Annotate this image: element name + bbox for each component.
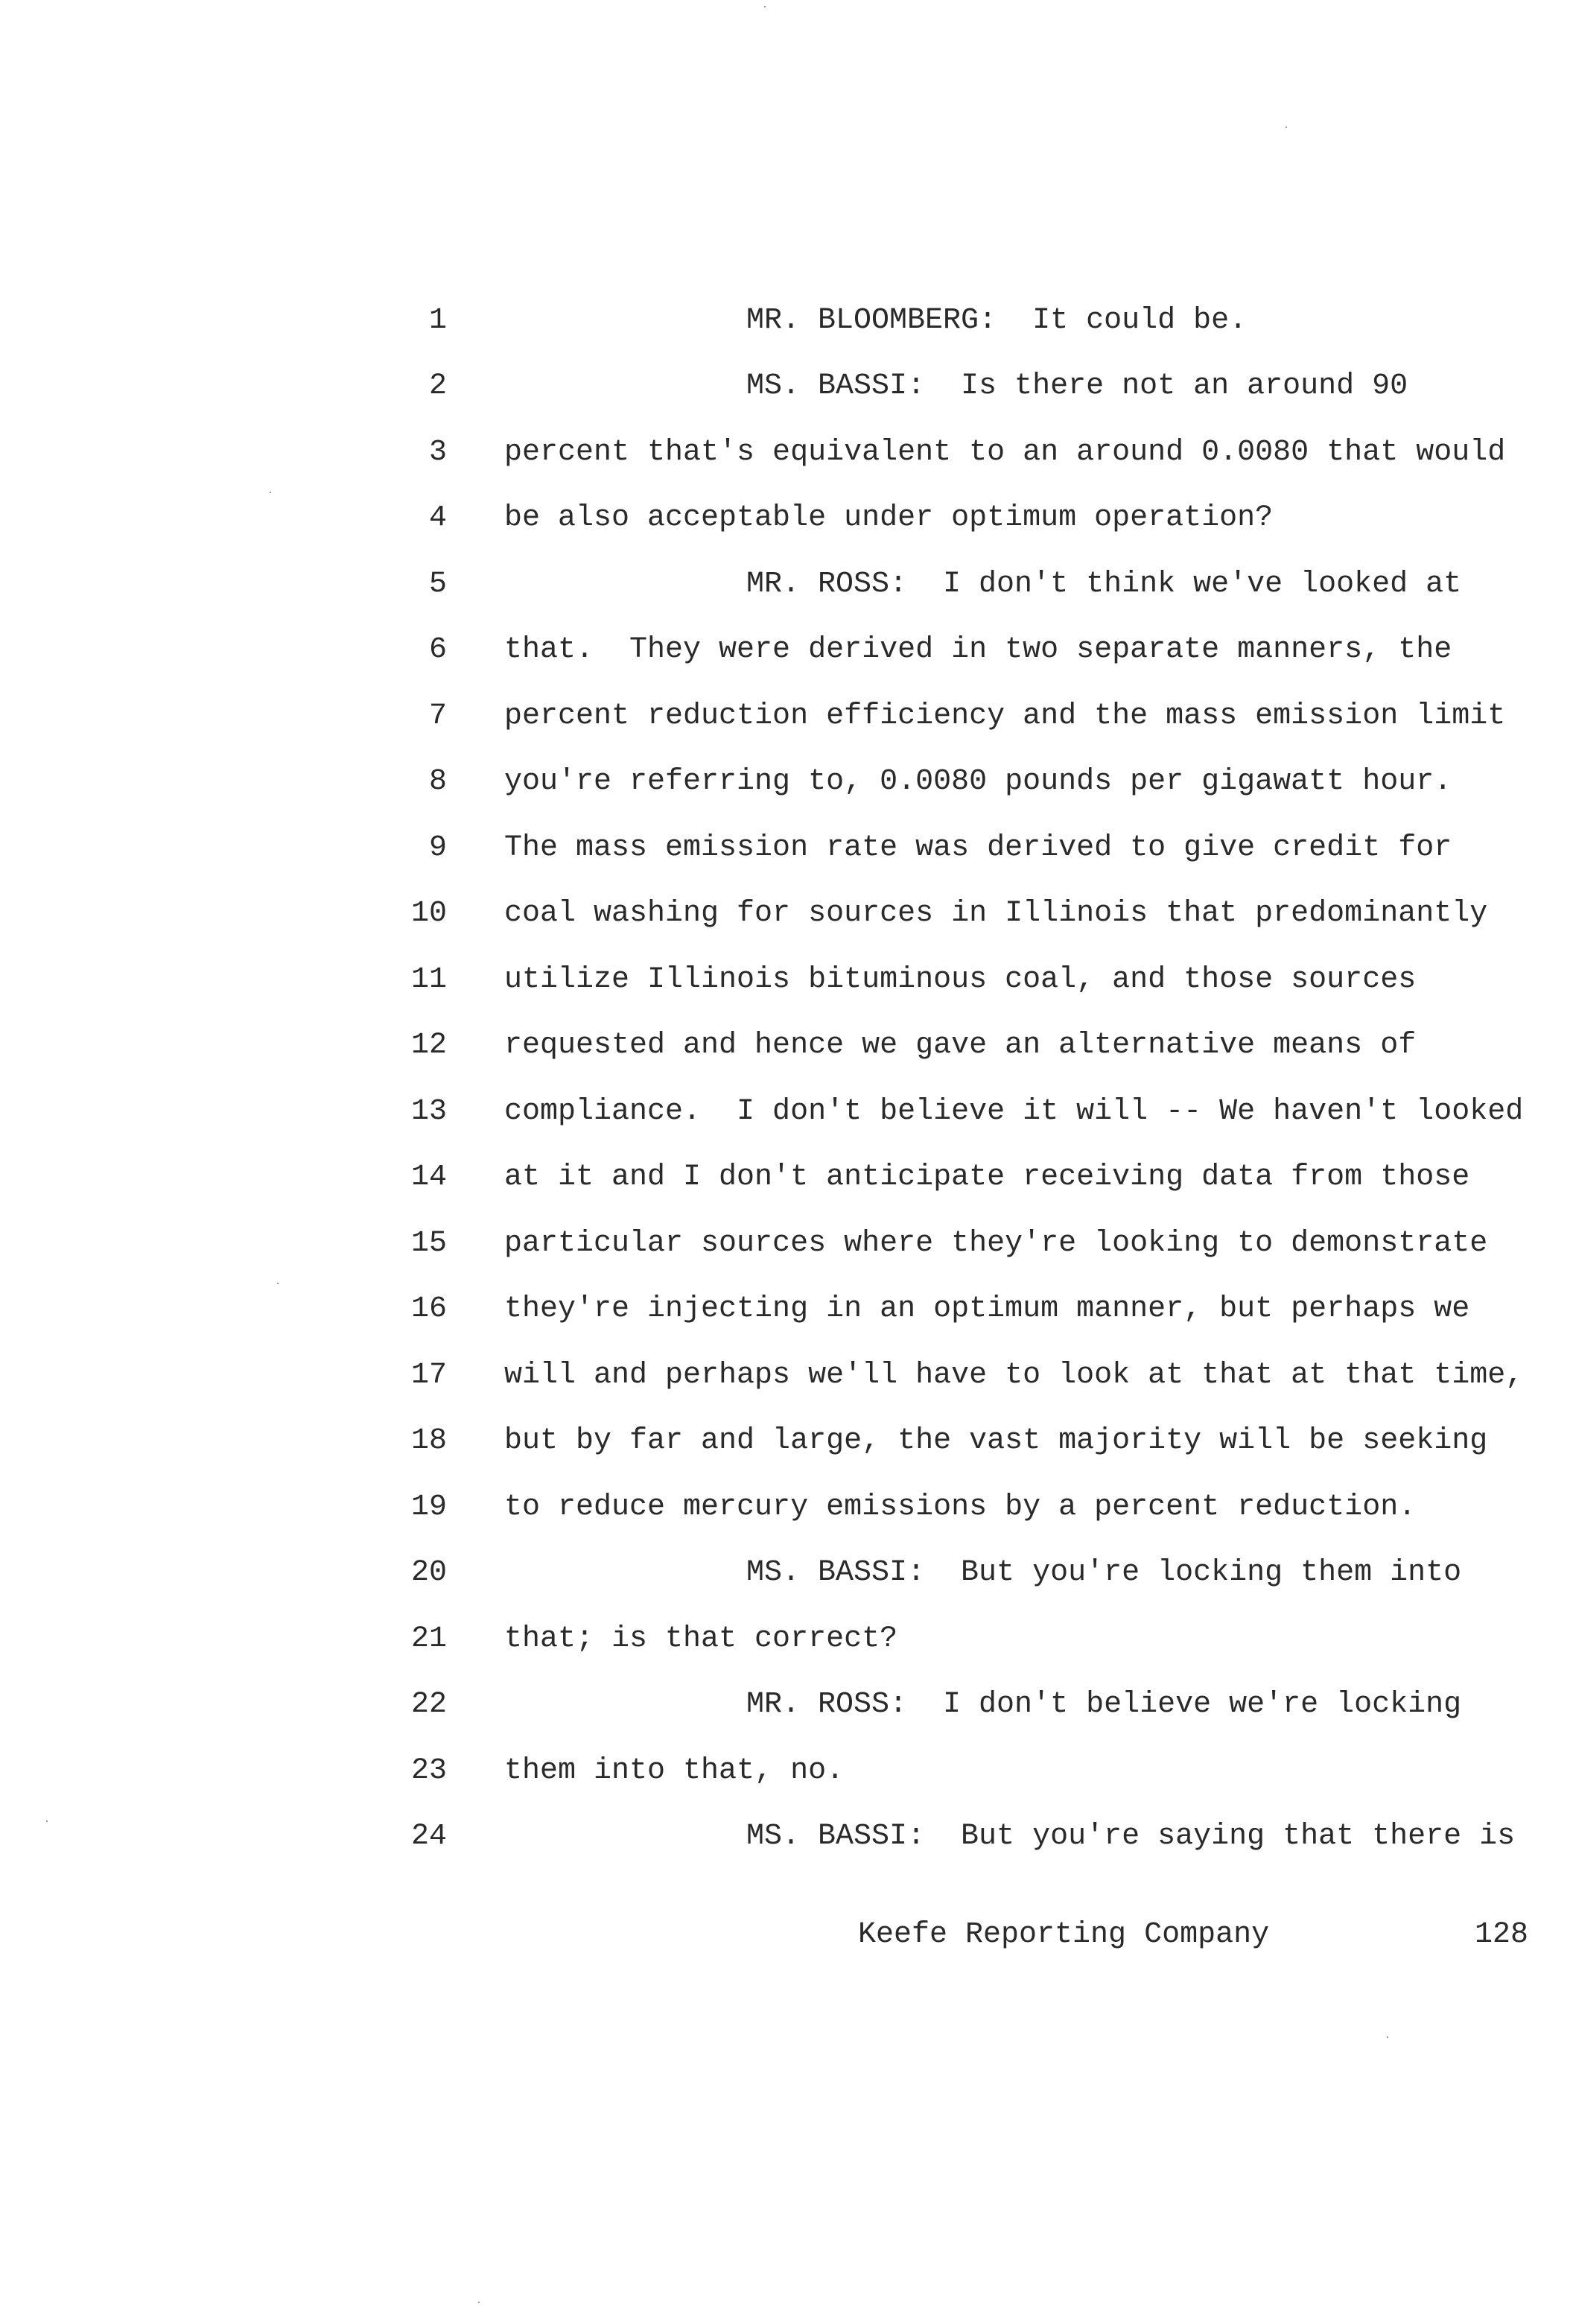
line-number: 5	[428, 568, 447, 601]
line-text: will and perhaps we'll have to look at that at that time,	[504, 1359, 1524, 1392]
line-number: 2	[428, 369, 447, 403]
scan-speck	[764, 6, 766, 7]
transcript-line	[0, 1023, 1573, 1068]
transcript-line	[0, 958, 1573, 1003]
line-text: them into that, no.	[504, 1754, 845, 1788]
transcript-line	[0, 826, 1573, 871]
scan-speck	[1286, 127, 1287, 128]
line-number: 4	[428, 501, 447, 535]
line-number: 11	[410, 963, 447, 997]
line-text: coal washing for sources in Illinois that predominantly	[504, 897, 1488, 930]
line-text: you're referring to, 0.0080 pounds per gigawatt hour.	[504, 765, 1452, 799]
transcript-line	[0, 628, 1573, 673]
scan-speck	[270, 492, 271, 493]
transcript-line	[0, 1815, 1573, 1859]
transcript-line	[0, 1353, 1573, 1398]
line-number: 9	[428, 831, 447, 865]
line-text: particular sources where they're looking to demonstrate	[504, 1227, 1488, 1260]
line-text: The mass emission rate was derived to give credit for	[504, 831, 1452, 865]
transcript-line	[0, 1485, 1573, 1530]
transcript-line	[0, 1617, 1573, 1662]
line-text: percent reduction efficiency and the mass emission limit	[504, 699, 1506, 733]
line-number: 12	[410, 1029, 447, 1062]
page-footer	[0, 1913, 1573, 1958]
line-text: MS. BASSI: Is there not an around 90	[746, 369, 1408, 403]
line-number: 16	[410, 1292, 447, 1326]
line-text: MR. ROSS: I don't think we've looked at	[746, 568, 1462, 601]
line-text: requested and hence we gave an alternative means of	[504, 1029, 1417, 1062]
page-number: 128	[1475, 1918, 1529, 1952]
transcript-line	[0, 1683, 1573, 1727]
transcript-line	[0, 562, 1573, 607]
line-text: to reduce mercury emissions by a percent reduction.	[504, 1490, 1417, 1524]
line-text: compliance. I don't believe it will -- We haven't looked	[504, 1095, 1524, 1128]
line-number: 6	[428, 633, 447, 667]
line-number: 10	[410, 897, 447, 930]
line-number: 20	[410, 1556, 447, 1590]
line-text: that. They were derived in two separate manners, the	[504, 633, 1452, 667]
transcript-line	[0, 1222, 1573, 1266]
line-number: 13	[410, 1095, 447, 1128]
transcript-line	[0, 1287, 1573, 1332]
line-text: MR. ROSS: I don't believe we're locking	[746, 1688, 1462, 1721]
line-text: but by far and large, the vast majority will be seeking	[504, 1424, 1488, 1458]
scan-speck	[46, 1820, 48, 1822]
line-number: 14	[410, 1161, 447, 1194]
transcript-line	[0, 760, 1573, 804]
transcript-line	[0, 694, 1573, 739]
line-number: 15	[410, 1227, 447, 1260]
line-number: 8	[428, 765, 447, 799]
line-number: 1	[428, 304, 447, 337]
line-number: 18	[410, 1424, 447, 1458]
reporting-company: Keefe Reporting Company	[858, 1918, 1270, 1952]
transcript-line	[0, 1155, 1573, 1200]
line-text: MS. BASSI: But you're locking them into	[746, 1556, 1462, 1590]
transcript-line	[0, 1419, 1573, 1464]
line-number: 19	[410, 1490, 447, 1524]
line-number: 21	[410, 1622, 447, 1656]
line-number: 24	[410, 1820, 447, 1853]
transcript-line	[0, 892, 1573, 936]
line-text: they're injecting in an optimum manner, but perhaps we	[504, 1292, 1470, 1326]
line-number: 23	[410, 1754, 447, 1788]
line-number: 7	[428, 699, 447, 733]
line-text: MS. BASSI: But you're saying that there is	[746, 1820, 1516, 1853]
line-text: at it and I don't anticipate receiving data from those	[504, 1161, 1470, 1194]
line-text: percent that's equivalent to an around 0.0080 that would	[504, 436, 1506, 469]
transcript-line	[0, 364, 1573, 409]
transcript-line	[0, 1749, 1573, 1794]
line-number: 17	[410, 1359, 447, 1392]
transcript-line	[0, 299, 1573, 343]
scan-speck	[478, 2302, 480, 2303]
line-number: 22	[410, 1688, 447, 1721]
line-number: 3	[428, 436, 447, 469]
transcript-line	[0, 496, 1573, 541]
transcript-line	[0, 431, 1573, 475]
scan-speck	[277, 1283, 279, 1284]
scan-speck	[1387, 2036, 1388, 2038]
transcript-line	[0, 1090, 1573, 1134]
line-text: MR. BLOOMBERG: It could be.	[746, 304, 1248, 337]
transcript-line	[0, 1551, 1573, 1596]
line-text: be also acceptable under optimum operation?	[504, 501, 1274, 535]
line-text: utilize Illinois bituminous coal, and those sources	[504, 963, 1417, 997]
line-text: that; is that correct?	[504, 1622, 898, 1656]
